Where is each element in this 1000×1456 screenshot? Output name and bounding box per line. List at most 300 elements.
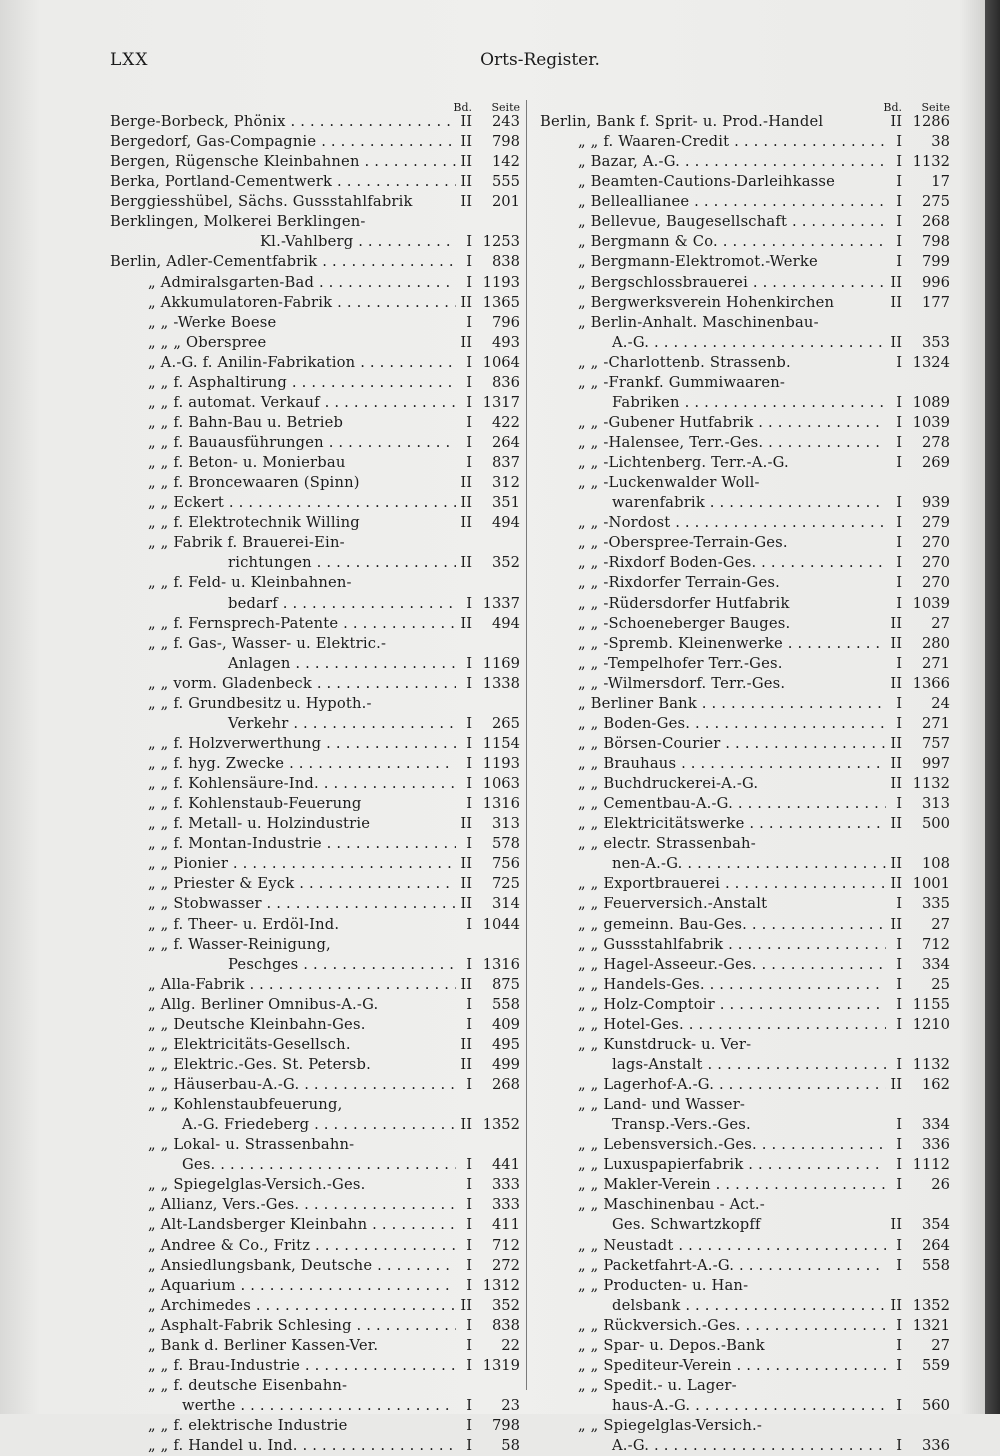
entry-name: richtungen . . . — [110, 553, 456, 573]
entry-volume: II — [460, 474, 472, 492]
entry-volume: I — [466, 955, 472, 973]
entry-volume: II — [460, 173, 472, 191]
register-entry — [540, 132, 950, 152]
entry-name: „ „ Cementbau-A.-G. . . . — [540, 794, 886, 814]
entry-page: 336 — [921, 1136, 950, 1154]
entry-page: 142 — [491, 153, 520, 171]
register-entry — [540, 1336, 950, 1356]
entry-volume: I — [466, 1256, 472, 1274]
entry-page: 265 — [491, 714, 520, 732]
entry-volume: I — [896, 1236, 902, 1254]
entry-page: 712 — [491, 1236, 520, 1254]
entry-volume: I — [896, 1116, 902, 1134]
entry-volume: I — [896, 133, 902, 151]
register-entry — [540, 1055, 950, 1075]
entry-page: 798 — [491, 133, 520, 151]
entry-page: 201 — [491, 193, 520, 211]
register-entry — [110, 192, 520, 212]
entry-page: 268 — [921, 213, 950, 231]
entry-name: „ Belleallianee . . . — [540, 192, 886, 212]
register-entry — [110, 172, 520, 192]
register-entry — [540, 1195, 950, 1215]
register-entry — [540, 854, 950, 874]
right-column — [540, 92, 950, 1456]
entry-name: „ „ Hagel-Asseeur.-Ges. . . . — [540, 955, 886, 975]
entry-name: „ „ -Charlottenb. Strassenb. — [578, 353, 791, 371]
entry-page: 725 — [491, 875, 520, 893]
entry-volume: I — [896, 1015, 902, 1033]
entry-name: „ „ Kunstdruck- u. Ver- — [578, 1035, 752, 1053]
register-entry — [110, 614, 520, 634]
entry-page: 270 — [921, 554, 950, 572]
entry-page: 279 — [921, 514, 950, 532]
entry-volume: I — [466, 1216, 472, 1234]
entry-name: „ „ Börsen-Courier . . . — [540, 734, 886, 754]
entry-page: 280 — [921, 634, 950, 652]
entry-page: 799 — [921, 253, 950, 271]
register-entry — [110, 533, 520, 553]
register-entry — [540, 935, 950, 955]
register-entry — [110, 1015, 520, 1035]
entry-name: „ „ -Luckenwalder Woll- — [578, 474, 760, 492]
entry-page: 796 — [491, 313, 520, 331]
register-entry — [110, 433, 520, 453]
entry-name: nen-A.-G. . . . — [540, 854, 886, 874]
entry-name: „ „ Rückversich.-Ges. . . . — [540, 1316, 886, 1336]
entry-page: 578 — [491, 835, 520, 853]
entry-page: 269 — [921, 454, 950, 472]
entry-name: „ „ Elektricitäts-Gesellsch. — [148, 1035, 351, 1053]
entry-volume: I — [466, 1336, 472, 1354]
register-entry — [540, 995, 950, 1015]
register-entry — [110, 373, 520, 393]
entry-name: bedarf . . . — [110, 594, 456, 614]
entry-name: „ Archimedes . . . — [110, 1296, 456, 1316]
register-entry — [540, 814, 950, 834]
entry-volume: II — [890, 915, 902, 933]
entry-page: 1319 — [482, 1356, 520, 1374]
entry-page: 278 — [921, 434, 950, 451]
entry-name: „ „ f. Montan-Industrie . . . — [110, 834, 456, 854]
entry-volume: II — [890, 855, 902, 873]
entry-page: 1112 — [912, 1156, 950, 1174]
entry-volume: I — [466, 1417, 472, 1435]
entry-name: „ A.-G. f. Anilin-Fabrikation . . . — [110, 353, 456, 373]
entry-name: „ „ f. Kohlenstaub-Feuerung — [148, 795, 362, 813]
entry-page: 495 — [491, 1035, 520, 1053]
register-entry — [540, 1095, 950, 1115]
register-entry — [110, 1135, 520, 1155]
register-entry — [110, 293, 520, 313]
register-entry — [540, 252, 950, 272]
entry-volume: II — [460, 895, 472, 913]
register-entry — [540, 714, 950, 734]
entry-name: Fabriken . . . — [540, 393, 886, 413]
register-entry — [540, 654, 950, 674]
entry-page: 411 — [491, 1216, 520, 1234]
register-entry — [540, 172, 950, 192]
entry-name: „ „ Boden-Ges. . . . — [540, 714, 886, 734]
register-entry — [540, 614, 950, 634]
entry-name: „ „ f. Asphaltirung . . . — [110, 373, 456, 393]
register-entry — [540, 232, 950, 252]
register-entry — [110, 935, 520, 955]
entry-volume: II — [460, 293, 472, 311]
entry-page: 352 — [491, 1296, 520, 1314]
entry-name: werthe . . . — [110, 1396, 456, 1416]
entry-name: Berge-Borbeck, Phönix . . . — [110, 112, 456, 132]
register-entry — [110, 995, 520, 1015]
entry-page: 334 — [921, 1116, 950, 1134]
entry-page: 333 — [491, 1176, 520, 1194]
entry-name: „ „ Luxuspapierfabrik . . . — [540, 1155, 886, 1175]
register-entry — [110, 132, 520, 152]
entry-page: 1316 — [482, 955, 520, 973]
entry-name: Bergen, Rügensche Kleinbahnen . . . — [110, 152, 456, 172]
entry-name: „ „ f. Elektrotechnik Willing — [148, 514, 360, 532]
entry-volume: II — [460, 193, 472, 211]
entry-volume: II — [460, 333, 472, 351]
entry-name: „ „ Lebensversich.-Ges. . . . — [540, 1135, 886, 1155]
entry-page: 756 — [491, 855, 520, 873]
entry-name: „ „ f. Grundbesitz u. Hypoth.- — [148, 694, 372, 712]
register-entry — [540, 1175, 950, 1195]
entry-name: „ Allg. Berliner Omnibus-A.-G. — [148, 995, 379, 1013]
register-entry — [540, 393, 950, 413]
register-entry — [110, 794, 520, 814]
entry-volume: I — [896, 795, 902, 813]
entry-name: „ „ f. Fernsprech-Patente . . . — [110, 614, 456, 634]
register-entry — [540, 212, 950, 232]
volume-header: Bd. — [453, 101, 472, 114]
entry-name: „ „ vorm. Gladenbeck . . . — [110, 674, 456, 694]
entry-page: 1366 — [912, 674, 950, 692]
register-entry — [110, 814, 520, 834]
entry-volume: II — [890, 273, 902, 291]
entry-name: Bergedorf, Gas-Compagnie . . . — [110, 132, 456, 152]
register-entry — [110, 1396, 520, 1416]
entry-volume: I — [466, 1076, 472, 1093]
entry-name: Berggiesshübel, Sächs. Gussstahlfabrik — [110, 193, 413, 211]
left-entries — [110, 112, 520, 1456]
entry-name: „ „ Spiegelglas-Versich.- — [578, 1417, 763, 1435]
entry-page: 1352 — [482, 1116, 520, 1134]
entry-volume: I — [466, 1176, 472, 1194]
entry-volume: I — [896, 1437, 902, 1455]
entry-name: „ „ f. Wasser-Reinigung, — [148, 935, 331, 953]
register-entry — [540, 1436, 950, 1456]
entry-name: „ „ f. Theer- u. Erdöl-Ind. — [148, 915, 340, 933]
entry-page: 712 — [921, 935, 950, 953]
register-entry — [540, 894, 950, 914]
entry-volume: I — [466, 434, 472, 451]
entry-volume: II — [460, 1296, 472, 1314]
entry-page: 494 — [491, 614, 520, 632]
entry-volume: I — [896, 494, 902, 512]
entry-volume: I — [466, 253, 472, 271]
entry-volume: I — [466, 734, 472, 752]
entry-name: „ „ f. Bauausführungen . . . — [110, 433, 456, 453]
entry-name: „ „ electr. Strassenbah- — [578, 835, 756, 853]
entry-volume: I — [466, 1236, 472, 1254]
register-entry — [110, 754, 520, 774]
entry-name: „ Bergmann & Co. . . . — [540, 232, 886, 252]
entry-volume: I — [466, 775, 472, 793]
entry-name: „ „ Feuerversich.-Anstalt — [578, 895, 768, 913]
entry-page: 798 — [491, 1417, 520, 1435]
entry-volume: I — [896, 1336, 902, 1354]
register-entry — [110, 212, 520, 232]
entry-page: 243 — [491, 113, 520, 130]
entry-name: „ „ f. Feld- u. Kleinbahnen- — [148, 574, 352, 592]
entry-volume: II — [890, 875, 902, 893]
entry-volume: I — [896, 213, 902, 231]
register-entry — [110, 152, 520, 172]
entry-name: „ „ f. Brau-Industrie . . . — [110, 1356, 456, 1376]
register-entry — [110, 453, 520, 473]
entry-page: 499 — [491, 1055, 520, 1073]
entry-volume: II — [890, 815, 902, 833]
entry-volume: I — [896, 1356, 902, 1374]
entry-volume: I — [896, 594, 902, 612]
entry-volume: I — [466, 1397, 472, 1414]
entry-name: „ „ gemeinn. Bau-Ges. . . . — [540, 915, 886, 935]
entry-name: „ „ -Wilmersdorf. Terr.-Ges. — [578, 674, 786, 692]
register-entry — [110, 874, 520, 894]
register-entry — [110, 1095, 520, 1115]
entry-page: 1338 — [482, 674, 520, 692]
entry-page: 1210 — [912, 1015, 950, 1033]
entry-page: 351 — [491, 494, 520, 512]
entry-page: 38 — [931, 133, 950, 151]
entry-name: „ Bergmann-Elektromot.-Werke — [578, 253, 818, 271]
entry-name: Berlin, Adler-Cementfabrik . . . — [110, 252, 456, 272]
register-entry — [540, 433, 950, 453]
register-entry — [110, 393, 520, 413]
register-entry — [110, 915, 520, 935]
register-entry — [110, 1195, 520, 1215]
entry-name: „ „ Pionier . . . — [110, 854, 456, 874]
entry-page: 838 — [491, 1316, 520, 1334]
entry-name: „ „ Producten- u. Han- — [578, 1276, 749, 1294]
entry-name: „ „ f. Gas-, Wasser- u. Elektric.- — [148, 634, 387, 652]
register-entry — [540, 1356, 950, 1376]
entry-volume: I — [896, 393, 902, 411]
entry-name: „ „ f. Handel u. Ind. . . . — [110, 1436, 456, 1456]
entry-volume: I — [896, 514, 902, 532]
entry-page: 1064 — [482, 353, 520, 371]
entry-name: haus-A.-G. . . . — [540, 1396, 886, 1416]
entry-name: „ „ Spedit.- u. Lager- — [578, 1376, 737, 1394]
entry-name: „ „ Spediteur-Verein . . . — [540, 1356, 886, 1376]
entry-volume: I — [896, 1176, 902, 1194]
entry-volume: II — [890, 775, 902, 793]
entry-name: „ „ Hotel-Ges. . . . — [540, 1015, 886, 1035]
entry-name: „ Berliner Bank . . . — [540, 694, 886, 714]
register-entry — [110, 894, 520, 914]
entry-volume: II — [890, 674, 902, 692]
entry-page: 837 — [491, 454, 520, 472]
register-entry — [110, 854, 520, 874]
register-entry — [540, 1396, 950, 1416]
entry-page: 264 — [921, 1236, 950, 1254]
entry-name: Verkehr . . . — [110, 714, 456, 734]
register-entry — [540, 473, 950, 493]
entry-volume: I — [466, 1316, 472, 1334]
entry-volume: II — [890, 333, 902, 351]
entry-page: 1089 — [912, 393, 950, 411]
entry-page: 1155 — [912, 995, 950, 1013]
entry-page: 1317 — [482, 393, 520, 411]
register-entry — [540, 553, 950, 573]
register-entry — [110, 493, 520, 513]
entry-page: 1154 — [482, 734, 520, 752]
entry-page: 23 — [501, 1397, 520, 1414]
entry-page: 177 — [921, 293, 950, 311]
register-entry — [540, 1015, 950, 1035]
entry-name: „ Bellevue, Baugesellschaft . . . — [540, 212, 886, 232]
entry-name: delsbank . . . — [540, 1296, 886, 1316]
entry-page: 24 — [931, 694, 950, 712]
entry-name: Berlin, Bank f. Sprit- u. Prod.-Handel — [540, 113, 824, 130]
register-entry — [110, 1276, 520, 1296]
entry-volume: I — [466, 835, 472, 853]
register-entry — [110, 232, 520, 252]
register-entry — [110, 975, 520, 995]
register-entry — [540, 1376, 950, 1396]
entry-page: 1132 — [912, 153, 950, 171]
right-column-header — [540, 92, 950, 112]
register-entry — [110, 674, 520, 694]
entry-name: „ „ Elektricitätswerke . . . — [540, 814, 886, 834]
entry-name: „ „ f. Waaren-Credit . . . — [540, 132, 886, 152]
register-entry — [540, 754, 950, 774]
entry-name: „ Ansiedlungsbank, Deutsche . . . — [110, 1256, 456, 1276]
entry-name: „ „ Land- und Wasser- — [578, 1096, 746, 1114]
entry-name: „ „ Brauhaus . . . — [540, 754, 886, 774]
entry-name: „ „ Gussstahlfabrik . . . — [540, 935, 886, 955]
register-entry — [110, 252, 520, 272]
entry-page: 555 — [491, 173, 520, 191]
entry-name: A.-G. Friedeberg . . . — [110, 1115, 456, 1135]
register-entry — [540, 313, 950, 333]
entry-page: 558 — [491, 995, 520, 1013]
register-entry — [110, 513, 520, 533]
register-entry — [110, 1376, 520, 1396]
entry-volume: I — [466, 393, 472, 411]
left-column — [110, 92, 520, 1456]
register-entry — [110, 594, 520, 614]
register-entry — [540, 1035, 950, 1055]
register-entry — [540, 152, 950, 172]
register-entry — [540, 373, 950, 393]
entry-page: 997 — [921, 755, 950, 772]
entry-page: 1132 — [912, 1055, 950, 1073]
entry-volume: I — [466, 233, 472, 251]
entry-name: warenfabrik . . . — [540, 493, 886, 513]
entry-volume: II — [460, 875, 472, 893]
entry-volume: II — [460, 815, 472, 833]
register-entry — [540, 513, 950, 533]
entry-name: „ „ Holz-Comptoir . . . — [540, 995, 886, 1015]
entry-name: „ „ -Rixdorf Boden-Ges. . . . — [540, 553, 886, 573]
entry-volume: II — [460, 494, 472, 512]
register-entry — [540, 493, 950, 513]
entry-page: 1324 — [912, 353, 950, 371]
entry-volume: II — [460, 113, 472, 130]
entry-page: 836 — [491, 373, 520, 391]
entry-name: A.-G. . . . — [540, 333, 886, 353]
register-entry — [540, 333, 950, 353]
entry-volume: II — [460, 975, 472, 993]
entry-name: „ „ -Lichtenberg. Terr.-A.-G. — [578, 454, 789, 472]
entry-volume: II — [460, 1035, 472, 1053]
register-entry — [110, 473, 520, 493]
register-entry — [110, 654, 520, 674]
entry-page: 1286 — [912, 113, 950, 130]
entry-name: Ges. Schwartzkopff — [612, 1216, 761, 1234]
entry-page: 560 — [921, 1397, 950, 1414]
entry-volume: I — [466, 1196, 472, 1214]
register-entry — [540, 1135, 950, 1155]
entry-name: „ „ -Schoeneberger Bauges. — [578, 614, 791, 632]
entry-volume: I — [896, 434, 902, 451]
register-entry — [110, 1075, 520, 1095]
entry-page: 336 — [921, 1437, 950, 1455]
register-entry — [110, 834, 520, 854]
register-entry — [110, 573, 520, 593]
entry-page: 271 — [921, 714, 950, 732]
entry-page: 17 — [931, 173, 950, 191]
entry-name: „ Admiralsgarten-Bad . . . — [110, 273, 456, 293]
entry-name: „ „ Packetfahrt-A.-G. . . . — [540, 1256, 886, 1276]
register-entry — [540, 834, 950, 854]
entry-name: „ „ -Spremb. Kleinenwerke . . . — [540, 634, 886, 654]
entry-volume: I — [896, 554, 902, 572]
register-entry — [540, 734, 950, 754]
entry-name: Anlagen . . . — [110, 654, 456, 674]
entry-name: „ „ Spar- u. Depos.-Bank — [578, 1336, 765, 1354]
register-entry — [540, 915, 950, 935]
entry-page: 268 — [491, 1076, 520, 1093]
entry-volume: I — [896, 895, 902, 913]
entry-name: „ Asphalt-Fabrik Schlesing . . . — [110, 1316, 456, 1336]
entry-volume: II — [890, 113, 902, 130]
register-entry — [540, 774, 950, 794]
entry-volume: II — [460, 855, 472, 873]
entry-page: 798 — [921, 233, 950, 251]
register-entry — [540, 1215, 950, 1235]
register-entry — [110, 1175, 520, 1195]
entry-name: „ „ Stobwasser . . . — [110, 894, 456, 914]
register-entry — [110, 313, 520, 333]
column-divider — [526, 100, 527, 1390]
register-entry — [110, 1296, 520, 1316]
entry-name: „ „ f. Metall- u. Holzindustrie — [148, 815, 371, 833]
entry-page: 1312 — [482, 1276, 520, 1294]
entry-volume: II — [460, 614, 472, 632]
entry-volume: I — [896, 694, 902, 712]
entry-name: Kl.-Vahlberg . . . — [110, 232, 456, 252]
register-entry — [110, 1256, 520, 1276]
entry-volume: I — [466, 654, 472, 672]
register-entry — [540, 674, 950, 694]
entry-volume: II — [460, 1055, 472, 1073]
entry-name: „ „ -Gubener Hutfabrik . . . — [540, 413, 886, 433]
left-column-header — [110, 92, 520, 112]
entry-page: 1039 — [912, 594, 950, 612]
entry-name: „ „ Exportbrauerei . . . — [540, 874, 886, 894]
